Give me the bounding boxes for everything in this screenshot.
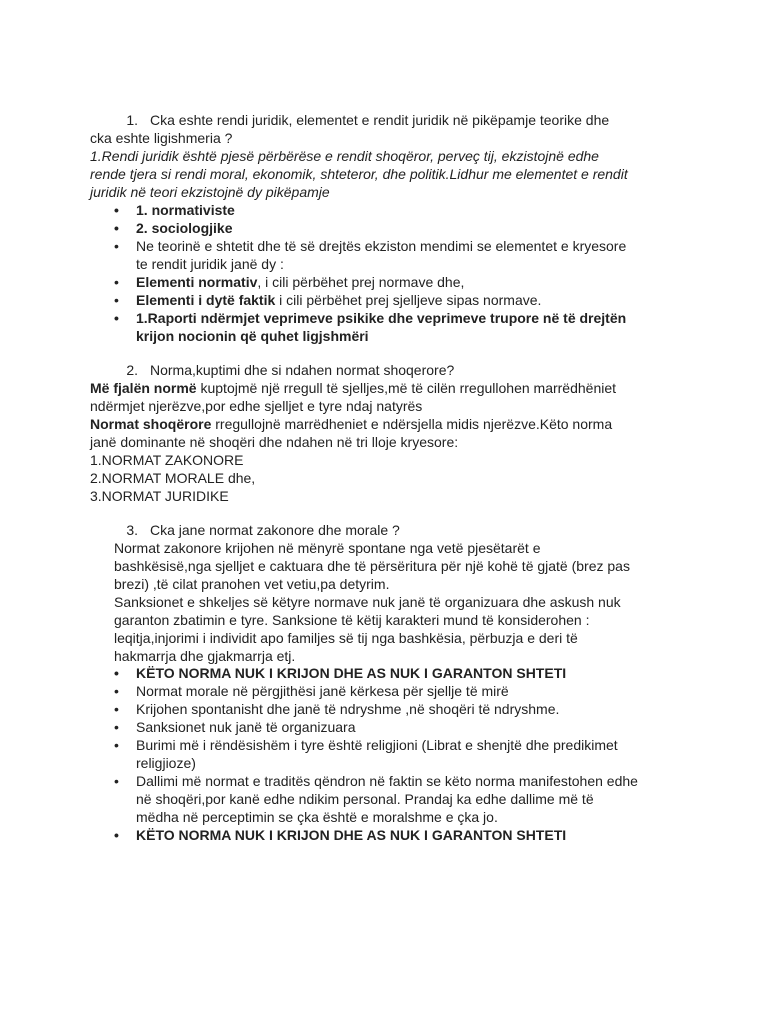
bullet-icon: • [114,202,119,218]
list-item-text: Sanksionet nuk janë të organizuara [136,719,356,735]
question-3 [90,521,690,539]
bullet-icon: • [114,719,119,735]
bullet-icon: • [114,665,119,681]
list-item: 2.NORMAT MORALE dhe, [90,470,256,486]
list-item-bold: Elementi i dytë faktik [136,292,276,308]
bullet-icon: • [114,683,119,699]
list-item [90,700,682,718]
bullet-icon: • [114,773,119,789]
question-2-answer [90,379,680,505]
list-item [90,237,682,273]
answer-line: 1.Rendi juridik është pjesë përbërëse e rendit shoqëror, perveç tij, ekzistojnë edhe [90,148,599,164]
bullet-icon: • [114,737,119,753]
paragraph-text: kuptojmë një rregull të sjelljes,më të cilën rregullohen marrëdhëniet [196,380,617,396]
paragraph-text: ndërmjet njerëzve,por edhe sjelljet e tyre ndaj natyrës [90,398,423,414]
bullet-icon: • [114,292,119,308]
question-2-text: Norma,kuptimi dhe si ndahen normat shoqerore? [150,362,455,378]
list-item [90,291,682,309]
paragraph-line [90,415,680,433]
paragraph-text: bashkësisë,nga sjelljet e caktuara dhe të përsëritura për një kohë të gjatë (brez pas [114,558,630,574]
bullet-icon: • [114,238,119,254]
bullet-icon: • [114,220,119,236]
list-item-text: 1. normativiste [136,202,235,218]
answer-line: juridik në teori ekzistojnë dy pikëpamje [90,184,330,200]
question-2 [90,361,690,379]
question-3-line [90,521,690,539]
list-item-text: Ne teorinë e shtetit dhe të së drejtës ekziston mendimi se elementet e kryesore [136,238,627,254]
list-item-text: Burimi më i rëndësishëm i tyre është religjioni (Librat e shenjtë dhe predikimet [136,737,618,753]
term-bold: Normat shoqërore [90,416,212,432]
list-item-text: te rendit juridik janë dy : [136,256,284,272]
list-item [90,201,682,219]
list-item: 3.NORMAT JURIDIKE [90,488,229,504]
question-2-number: 2. [126,362,138,378]
paragraph-text: garanton zbatimin e tyre. Sanksione të këtij karakteri mund të konsiderohen : [114,612,590,628]
paragraph-line [90,379,680,397]
list-item-text: krijon nocionin që quhet ligjshmëri [136,328,369,344]
paragraph-text: Normat zakonore krijohen në mënyrë spontane nga vetë pjesëtarët e [114,540,541,556]
paragraph-text: hakmarrja dhe gjakmarrja etj. [114,648,296,664]
list-item-text: KËTO NORMA NUK I KRIJON DHE AS NUK I GARANTON SHTETI [136,665,567,681]
answer-line: rende tjera si rendi moral, ekonomik, shteteror, dhe politik.Lidhur me elementet e rendit [90,166,628,182]
question-3-paragraph [114,539,684,665]
list-item [90,772,682,826]
list-item [90,826,682,844]
paragraph-text: janë dominante në shoqëri dhe ndahen në tri lloje kryesore: [90,434,459,450]
list-item [90,682,682,700]
question-1-line1 [90,111,690,129]
question-2-line [90,361,690,379]
term-bold: Më fjalën normë [90,380,197,396]
list-item-text: Normat morale në përgjithësi janë kërkesa për sjellje të mirë [136,683,509,699]
list-item [90,219,682,237]
list-item-text: KËTO NORMA NUK I KRIJON DHE AS NUK I GARANTON SHTETI [136,827,567,843]
list-item-text: , i cili përbëhet prej normave dhe, [257,274,465,290]
list-item-text: 1.Raporti ndërmjet veprimeve psikike dhe veprimeve trupore në të drejtën [136,310,627,326]
paragraph-text: rregullojnë marrëdheniet e ndërsjella midis njerëzve.Këto norma [211,416,613,432]
list-item [90,273,682,291]
list-item-text: mëdha në perceptimin se çka është e moralshme e çka jo. [136,809,498,825]
list-item [90,664,682,682]
question-1-number: 1. [126,112,138,128]
question-3-bullets [90,664,682,844]
question-1-bullets [90,201,682,345]
list-item-text: Dallimi më normat e traditës qëndron në faktin se këto norma manifestohen edhe [136,773,638,789]
list-item [90,736,682,772]
list-item: 1.NORMAT ZAKONORE [90,452,244,468]
bullet-icon: • [114,827,119,843]
list-item-text: Krijohen spontanisht dhe janë të ndryshme ,në shoqëri të ndryshme. [136,701,560,717]
question-1-text: Cka eshte rendi juridik, elementet e rendit juridik në pikëpamje teorike dhe [150,112,610,128]
question-1 [90,111,690,147]
list-item-text: i cili përbëhet prej sjelljeve sipas normave. [275,292,542,308]
question-1-line2: cka eshte ligishmeria ? [90,130,233,146]
paragraph-text: Sanksionet e shkeljes së këtyre normave nuk janë të organizuara dhe askush nuk [114,594,621,610]
list-item-text: 2. sociologjike [136,220,233,236]
paragraph-text: brezi) ,të cilat pranohen vet vetiu,pa detyrim. [114,576,390,592]
list-item-text: religjioze) [136,755,196,771]
list-item-text: në shoqëri,por kanë edhe ndikim personal. Prandaj ka edhe dallime më të [136,791,594,807]
list-item [90,718,682,736]
bullet-icon: • [114,701,119,717]
question-3-text: Cka jane normat zakonore dhe morale ? [150,522,400,538]
bullet-icon: • [114,310,119,326]
paragraph-text: leqitja,injorimi i individit apo familjes së tij nga bashkësia, përbuzja e deri të [114,630,578,646]
bullet-icon: • [114,274,119,290]
question-3-number: 3. [126,522,138,538]
question-1-answer [90,147,680,201]
list-item [90,309,682,345]
list-item-bold: Elementi normativ [136,274,258,290]
